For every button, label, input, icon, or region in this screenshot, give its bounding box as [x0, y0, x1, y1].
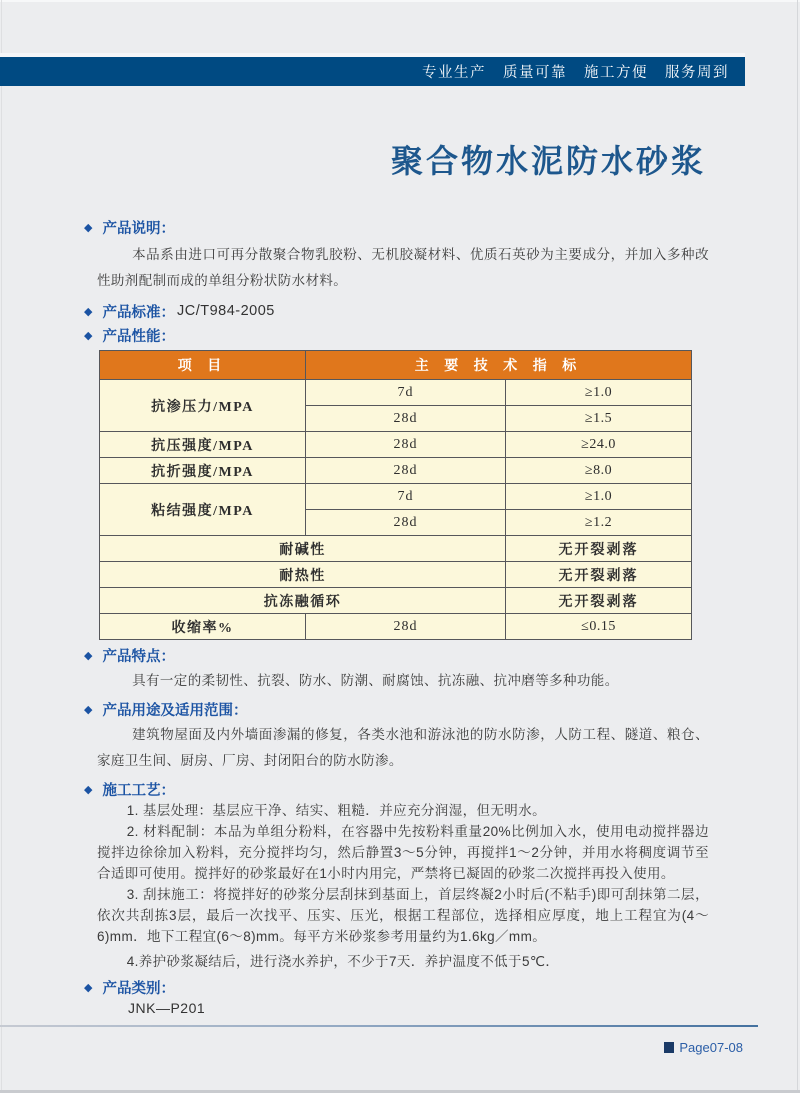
row-label: 耐热性 [100, 562, 506, 588]
section-process-heading [84, 780, 712, 798]
slogan-item: 施工方便 [584, 65, 648, 81]
process-step: 3. 刮抹施工：将搅拌好的砂浆分层刮抹到基面上，首层终凝2小时后(不粘手)即可刮抹第二层，依次共刮拣3层，最后一次找平、压实、压光，根据工程部位，选择相应厚度，地上工程宜为(4～6)mm．地下工程宜(6～8)mm。每平方米砂浆参考用量约为1.6kg／mm。 [97, 887, 709, 944]
row-value: ≥1.0 [506, 484, 692, 510]
table-header-row [100, 351, 692, 380]
diamond-bullet-icon: ◆ [84, 649, 93, 662]
table-row [100, 484, 692, 510]
section-heading-label: 产品类别： [102, 980, 175, 997]
row-age: 28d [306, 614, 506, 640]
section-heading-label: 产品说明： [102, 220, 175, 237]
row-label: 抗折强度/MPA [100, 458, 306, 484]
slogan-item: 质量可靠 [503, 65, 567, 81]
footer-square-icon [664, 1042, 674, 1053]
row-label: 抗冻融循环 [100, 588, 506, 614]
header-slogan-band [0, 57, 745, 86]
table-row [100, 380, 692, 406]
table-row [100, 536, 692, 562]
section-usage-heading [84, 700, 712, 718]
row-value: 无开裂剥落 [506, 536, 692, 562]
row-value: ≥1.0 [506, 380, 692, 406]
table-row [100, 588, 692, 614]
diamond-bullet-icon: ◆ [84, 981, 93, 994]
row-label: 抗压强度/MPA [100, 432, 306, 458]
table-header-spec: 主 要 技 术 指 标 [306, 351, 692, 380]
spec-table [99, 350, 692, 640]
diamond-bullet-icon: ◆ [84, 703, 93, 716]
diamond-bullet-icon: ◆ [84, 221, 93, 234]
row-age: 7d [306, 380, 506, 406]
process-step: 1. 基层处理：基层应干净、结实、粗糙．并应充分润湿，但无明水。 [126, 803, 546, 818]
page-top-edge [0, 0, 800, 2]
table-header-item: 项 目 [100, 351, 306, 380]
description-body: 本品系由进口可再分散聚合物乳胶粉、无机胶凝材料、优质石英砂为主要成分，并加入多种改性助剂配制而成的单组分粉状防水材料。 [97, 247, 709, 288]
diamond-bullet-icon: ◆ [84, 329, 93, 342]
diamond-bullet-icon: ◆ [84, 783, 93, 796]
row-value: ≥8.0 [506, 458, 692, 484]
row-age: 28d [306, 406, 506, 432]
document-body [84, 218, 712, 1016]
row-age: 28d [306, 432, 506, 458]
table-row [100, 458, 692, 484]
usage-body: 建筑物屋面及内外墙面渗漏的修复，各类水池和游泳池的防水防渗，人防工程、隧道、粮仓、家庭卫生间、厨房、厂房、封闭阳台的防水防渗。 [97, 727, 709, 768]
standard-value: JC/T984-2005 [176, 303, 275, 319]
slogan-item: 服务周到 [665, 65, 729, 81]
section-heading-label: 产品标准： [102, 304, 175, 321]
row-value: ≥24.0 [506, 432, 692, 458]
section-heading-label: 产品用途及适用范围： [102, 702, 248, 719]
row-age: 28d [306, 510, 506, 536]
row-label: 粘结强度/MPA [100, 484, 306, 536]
footer-page-label: Page07-08 [679, 1040, 743, 1055]
table-row [100, 562, 692, 588]
row-value: ≥1.5 [506, 406, 692, 432]
section-features-heading [84, 646, 712, 664]
page-title: 聚合物水泥防水砂浆 [390, 143, 706, 179]
features-body: 具有一定的柔韧性、抗裂、防水、防潮、耐腐蚀、抗冻融、抗冲磨等多种功能。 [132, 673, 619, 688]
page-right-edge [797, 0, 798, 1093]
process-step: 2. 材料配制：本品为单组分粉料，在容器中先按粉料重量20%比例加入水，使用电动搅拌器边搅拌边徐徐加入粉料，充分搅拌均匀，然后静置3～5分钟，再搅拌1～2分钟，并用水将稠度调节至合适即可使用。搅拌好的砂浆最好在1小时内用完，严禁将已凝固的砂浆二次搅拌再投入使用。 [97, 824, 709, 881]
row-value: ≥1.2 [506, 510, 692, 536]
table-row [100, 432, 692, 458]
section-category-heading [84, 978, 712, 996]
footer-divider-line [0, 1025, 758, 1027]
row-label: 抗渗压力/MPA [100, 380, 306, 432]
section-performance-heading [84, 326, 712, 344]
row-label: 收缩率% [100, 614, 306, 640]
section-heading-label: 施工工艺： [102, 782, 175, 799]
section-heading-label: 产品性能： [102, 328, 175, 345]
section-standard-heading [84, 302, 712, 320]
section-heading-label: 产品特点： [102, 648, 175, 665]
category-value: JNK—P201 [128, 1000, 206, 1016]
row-value: 无开裂剥落 [506, 562, 692, 588]
row-value: ≤0.15 [506, 614, 692, 640]
page-left-edge [1, 0, 2, 1093]
footer-page-number [664, 1040, 743, 1055]
process-step: 4.养护砂浆凝结后，进行浇水养护，不少于7天．养护温度不低于5℃． [126, 954, 560, 969]
diamond-bullet-icon: ◆ [84, 305, 93, 318]
table-row [100, 614, 692, 640]
slogan-item: 专业生产 [422, 65, 486, 81]
row-age: 7d [306, 484, 506, 510]
section-description-heading [84, 218, 712, 236]
row-age: 28d [306, 458, 506, 484]
row-value: 无开裂剥落 [506, 588, 692, 614]
row-label: 耐碱性 [100, 536, 506, 562]
